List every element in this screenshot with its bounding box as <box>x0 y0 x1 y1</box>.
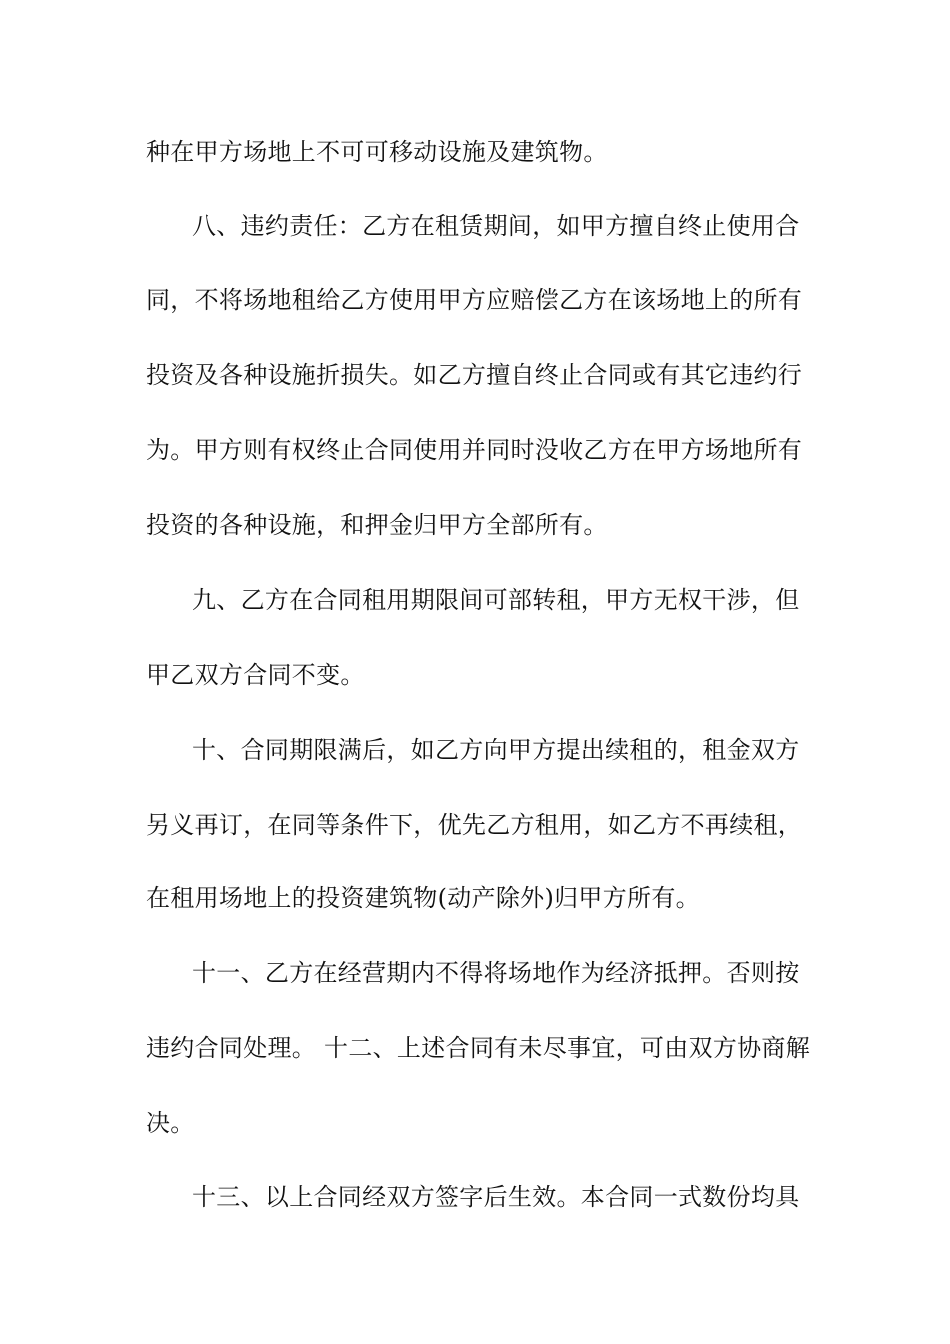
paragraph-first-line: 十、合同期限满后，如乙方向甲方提出续租的，租金双方 <box>192 736 800 764</box>
text-line: 另义再订，在同等条件下，优先乙方租用，如乙方不再续租， <box>146 811 803 839</box>
text-line: 种在甲方场地上不可可移动设施及建筑物。 <box>146 138 608 166</box>
paragraph-first-line: 八、违约责任：乙方在租赁期间，如甲方擅自终止使用合 <box>192 212 800 240</box>
text-line: 违约合同处理。 十二、上述合同有未尽事宜，可由双方协商解 <box>146 1034 811 1062</box>
text-line: 决。 <box>146 1109 195 1137</box>
text-line: 甲乙双方合同不变。 <box>146 661 365 689</box>
text-line: 同，不将场地租给乙方使用甲方应赔偿乙方在该场地上的所有 <box>146 286 803 314</box>
text-line: 投资及各种设施折损失。如乙方擅自终止合同或有其它违约行 <box>146 361 803 389</box>
text-line: 投资的各种设施，和押金归甲方全部所有。 <box>146 511 608 539</box>
paragraph-first-line: 十一、乙方在经营期内不得将场地作为经济抵押。否则按 <box>192 959 800 987</box>
paragraph-first-line: 九、乙方在合同租用期限间可部转租，甲方无权干涉，但 <box>192 586 800 614</box>
text-line: 在租用场地上的投资建筑物(动产除外)归甲方所有。 <box>146 884 700 912</box>
text-line: 为。甲方则有权终止合同使用并同时没收乙方在甲方场地所有 <box>146 436 803 464</box>
paragraph-first-line: 十三、以上合同经双方签字后生效。本合同一式数份均具 <box>192 1183 800 1211</box>
